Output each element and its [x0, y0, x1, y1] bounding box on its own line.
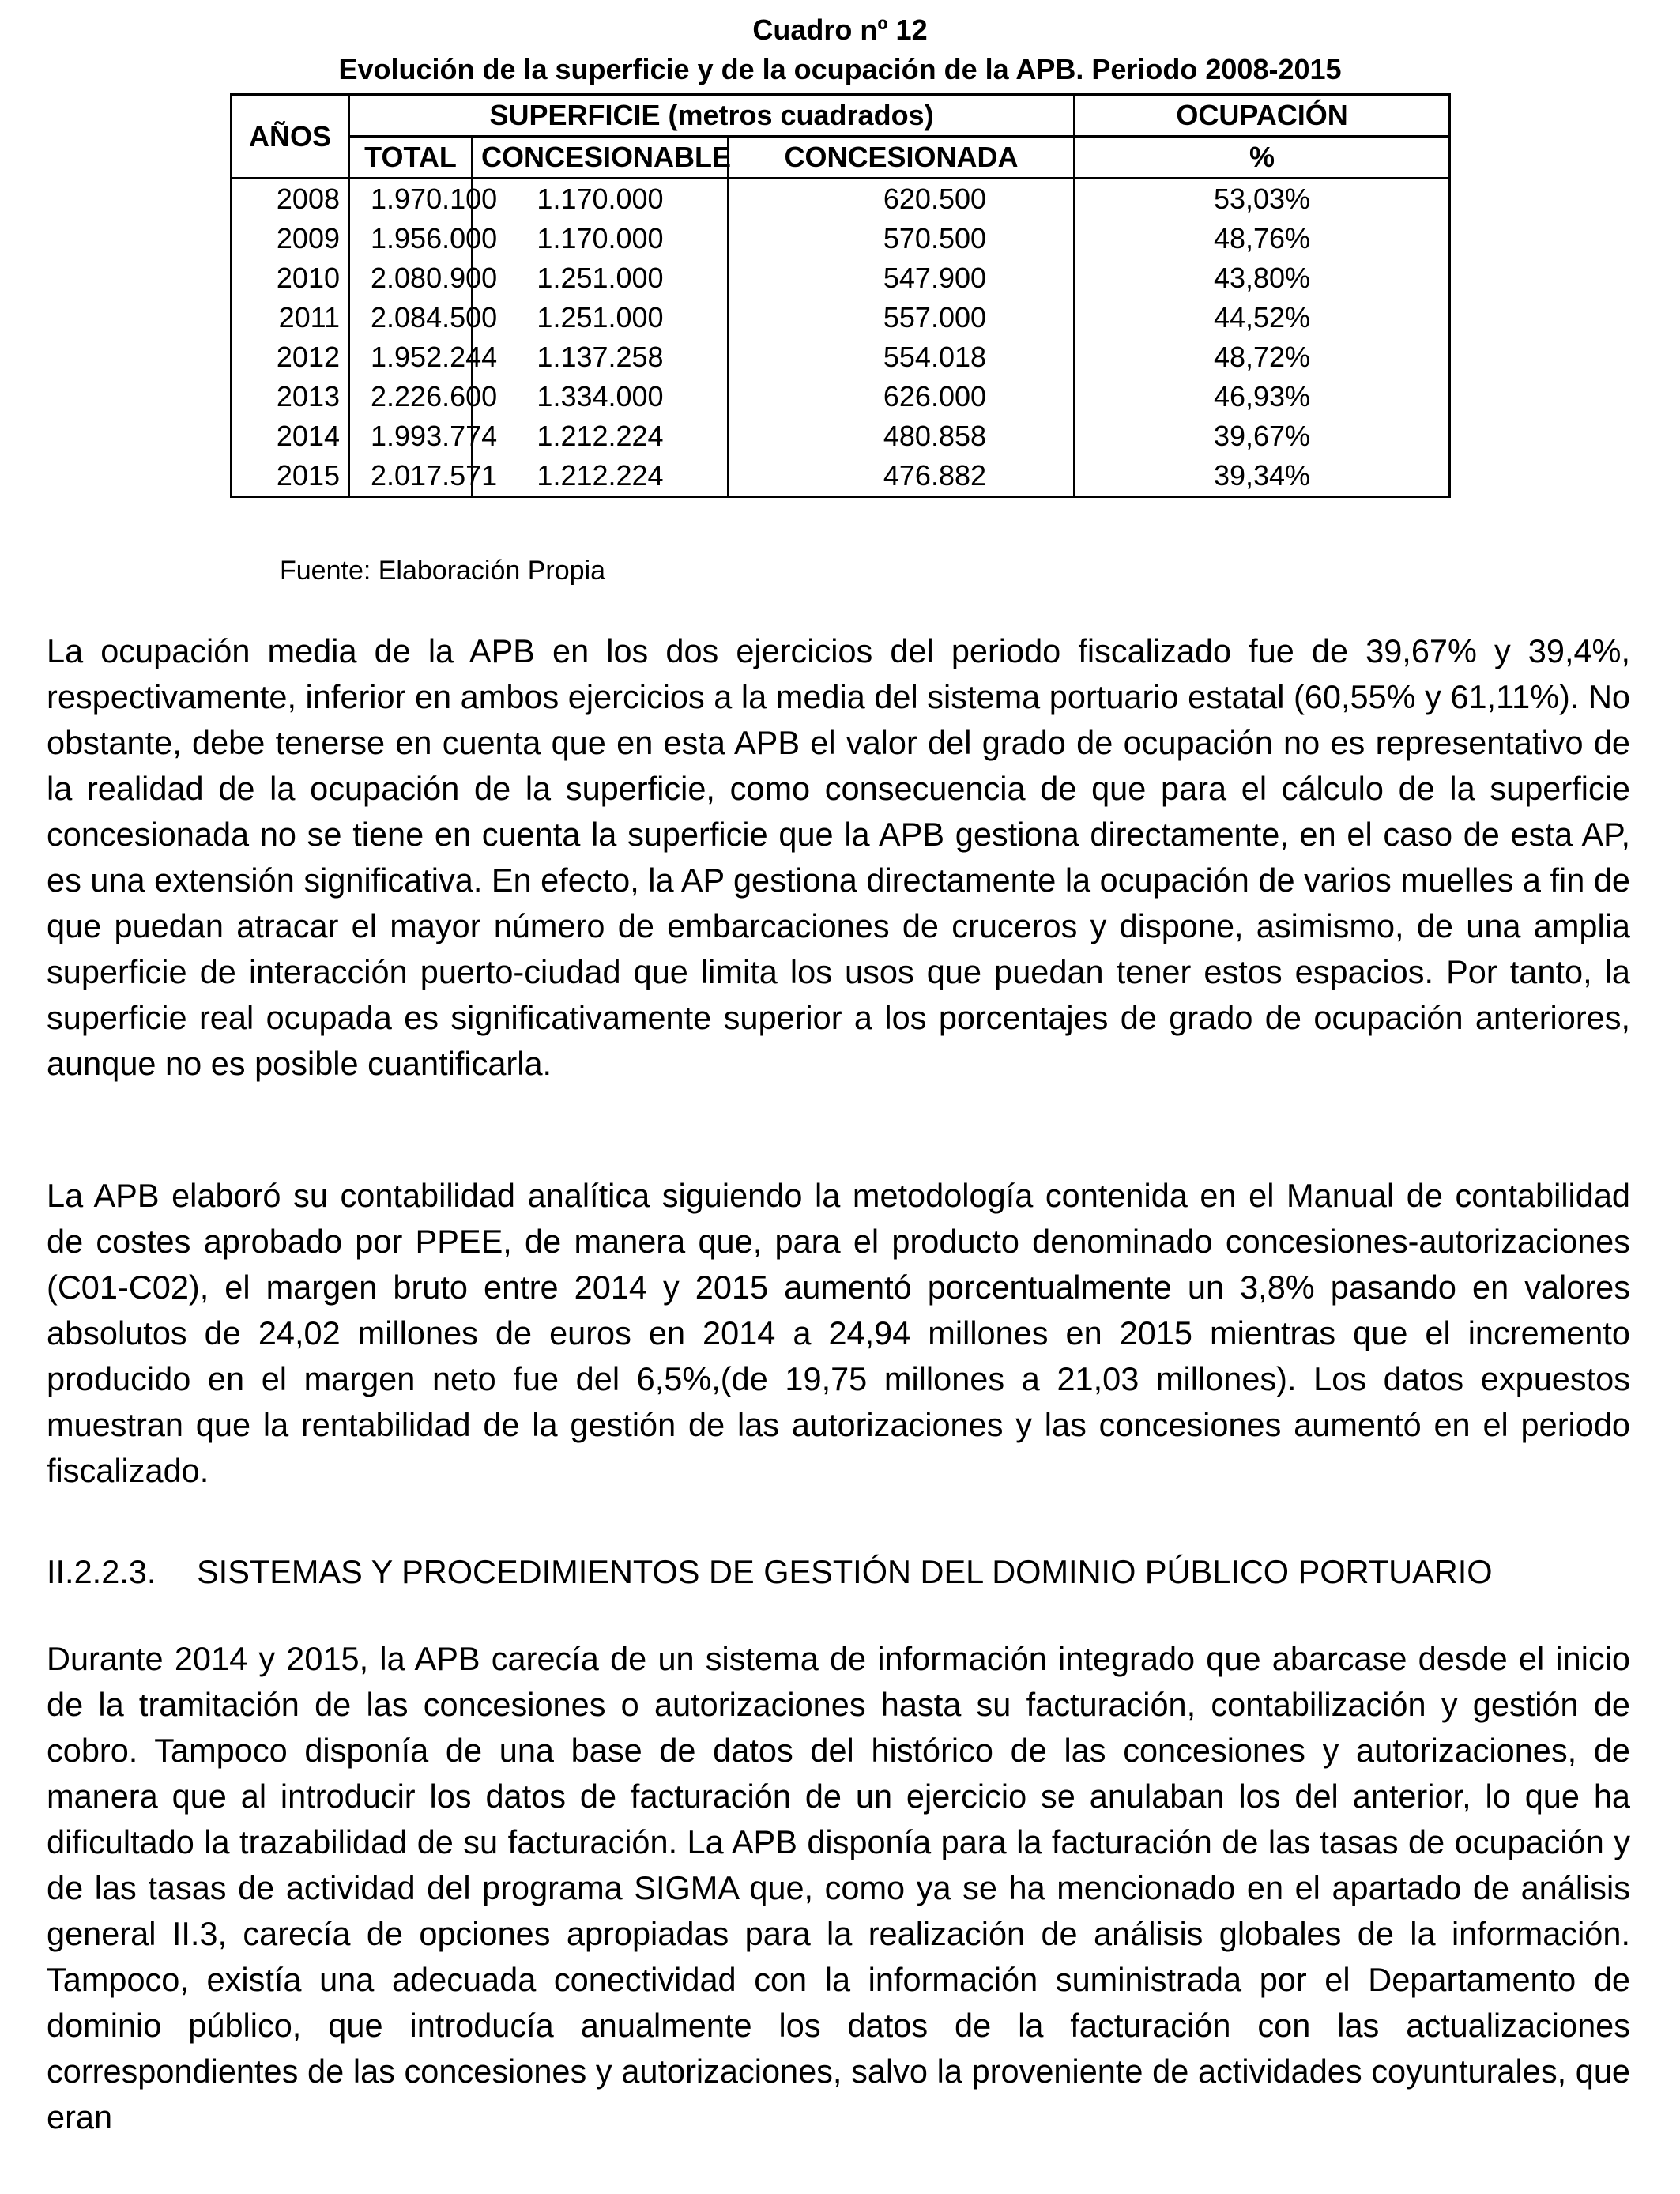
section-number: II.2.2.3. — [47, 1553, 156, 1590]
header-conceded: CONCESIONADA — [729, 137, 1075, 179]
table-caption: Cuadro nº 12 — [752, 13, 928, 46]
cell-ocupacion: 44,52% — [1075, 298, 1450, 337]
cell-ocupacion: 46,93% — [1075, 377, 1450, 417]
cell-concesionada: 620.500 — [729, 179, 1075, 220]
cell-concesionada: 626.000 — [729, 377, 1075, 417]
table-row — [232, 298, 1450, 337]
table-row — [232, 179, 1450, 220]
table-source: Fuente: Elaboración Propia — [280, 556, 606, 586]
paragraph-occupation: La ocupación media de la APB en los dos ejercicios del periodo fiscalizado fue de 39,67% y 39,4%, respectivamente, inferior en ambos ejercicios a la media del sistema portuario estatal (60,55% y 61,11%). No obstante, debe tenerse en cuenta que en esta APB el valor del grado de ocupación no es representativo de la realidad de la ocupación de la superficie, como consecuencia de que para el cálculo de la superficie concesionada no se tiene en cuenta la superficie que la APB gestiona directamente, en el caso de esta AP, es una extensión significativa. En efecto, la AP gestiona directamente la ocupación de varios muelles a fin de que puedan atracar el mayor número de embarcaciones de cruceros y dispone, asimismo, de una amplia superficie de interacción puerto-ciudad que limita los usos que puedan tener estos espacios. Por tanto, la superficie real ocupada es significativamente superior a los porcentajes de grado de ocupación anteriores, aunque no es posible cuantificarla. — [47, 632, 1630, 1082]
cell-concesionada: 554.018 — [729, 337, 1075, 377]
table-row — [232, 456, 1450, 497]
cell-concesionada: 480.858 — [729, 417, 1075, 456]
cell-total: 1.970.100 — [349, 179, 473, 220]
cell-total: 1.956.000 — [349, 219, 473, 258]
section-title: SISTEMAS Y PROCEDIMIENTOS DE GESTIÓN DEL DOMINIO PÚBLICO PORTUARIO — [197, 1553, 1493, 1590]
cell-concesionada: 547.900 — [729, 258, 1075, 298]
cell-total: 2.080.900 — [349, 258, 473, 298]
cell-total: 2.226.600 — [349, 377, 473, 417]
header-surface-group: SUPERFICIE (metros cuadrados) — [349, 95, 1075, 137]
table-row — [232, 337, 1450, 377]
paragraph-systems: Durante 2014 y 2015, la APB carecía de un sistema de información integrado que abarcase desde el inicio de la tramitación de las concesiones o autorizaciones hasta su facturación, contabilización y gestión de cobro. Tampoco disponía de una base de datos del histórico de las concesiones y autorizaciones, de manera que al introducir los datos de facturación de un ejercicio se anulaban los del anterior, lo que ha dificultado la trazabilidad de su facturación. La APB disponía para la facturación de las tasas de ocupación y de las tasas de actividad del programa SIGMA que, como ya se ha mencionado en el apartado de análisis general II.3, carecía de opciones apropiadas para la realización de análisis globales de la información. Tampoco, existía una adecuada conectividad con la información suministrada por el Departamento de dominio público, que introducía anualmente los datos de la facturación con las actualizaciones correspondientes de las concesiones y autorizaciones, salvo la proveniente de actividades coyunturales, que eran — [47, 1640, 1630, 2136]
cell-year: 2008 — [232, 179, 349, 220]
table-row — [232, 258, 1450, 298]
header-percent: % — [1075, 137, 1450, 179]
cell-total: 2.084.500 — [349, 298, 473, 337]
cell-concesionable: 1.251.000 — [473, 258, 729, 298]
cell-year: 2009 — [232, 219, 349, 258]
cell-concesionable: 1.251.000 — [473, 298, 729, 337]
table-row — [232, 417, 1450, 456]
cell-year: 2010 — [232, 258, 349, 298]
cell-total: 2.017.571 — [349, 456, 473, 497]
cell-total: 1.952.244 — [349, 337, 473, 377]
cell-ocupacion: 39,34% — [1075, 456, 1450, 497]
cell-year: 2012 — [232, 337, 349, 377]
cell-year: 2011 — [232, 298, 349, 337]
cell-ocupacion: 43,80% — [1075, 258, 1450, 298]
cell-year: 2015 — [232, 456, 349, 497]
section-heading — [47, 1549, 1493, 1595]
cell-concesionada: 570.500 — [729, 219, 1075, 258]
paragraph-accounting: La APB elaboró su contabilidad analítica siguiendo la metodología contenida en el Manual de contabilidad de costes aprobado por PPEE, de manera que, para el producto denominado concesiones-autorizaciones (C01-C02), el margen bruto entre 2014 y 2015 aumentó porcentualmente un 3,8% pasando en valores absolutos de 24,02 millones de euros en 2014 a 24,94 millones en 2015 mientras que el incremento producido en el margen neto fue del 6,5%,(de 19,75 millones a 21,03 millones). Los datos expuestos muestran que la rentabilidad de la gestión de las autorizaciones y las concesiones aumentó en el periodo fiscalizado. — [47, 1177, 1630, 1489]
cell-ocupacion: 39,67% — [1075, 417, 1450, 456]
table-title: Evolución de la superficie y de la ocupación de la APB. Periodo 2008-2015 — [338, 53, 1342, 85]
cell-concesionable: 1.170.000 — [473, 179, 729, 220]
cell-ocupacion: 48,72% — [1075, 337, 1450, 377]
cell-year: 2014 — [232, 417, 349, 456]
table-row — [232, 377, 1450, 417]
header-total: TOTAL — [349, 137, 473, 179]
cell-concesionable: 1.212.224 — [473, 417, 729, 456]
cell-concesionada: 557.000 — [729, 298, 1075, 337]
cell-total: 1.993.774 — [349, 417, 473, 456]
cell-concesionable: 1.137.258 — [473, 337, 729, 377]
cell-ocupacion: 53,03% — [1075, 179, 1450, 220]
cell-year: 2013 — [232, 377, 349, 417]
cell-ocupacion: 48,76% — [1075, 219, 1450, 258]
occupation-table — [230, 93, 1451, 498]
cell-concesionable: 1.212.224 — [473, 456, 729, 497]
header-years: AÑOS — [232, 95, 349, 179]
header-concessionable: CONCESIONABLE — [473, 137, 729, 179]
cell-concesionable: 1.170.000 — [473, 219, 729, 258]
table-row — [232, 219, 1450, 258]
cell-concesionable: 1.334.000 — [473, 377, 729, 417]
cell-concesionada: 476.882 — [729, 456, 1075, 497]
header-occupation-group: OCUPACIÓN — [1075, 95, 1450, 137]
